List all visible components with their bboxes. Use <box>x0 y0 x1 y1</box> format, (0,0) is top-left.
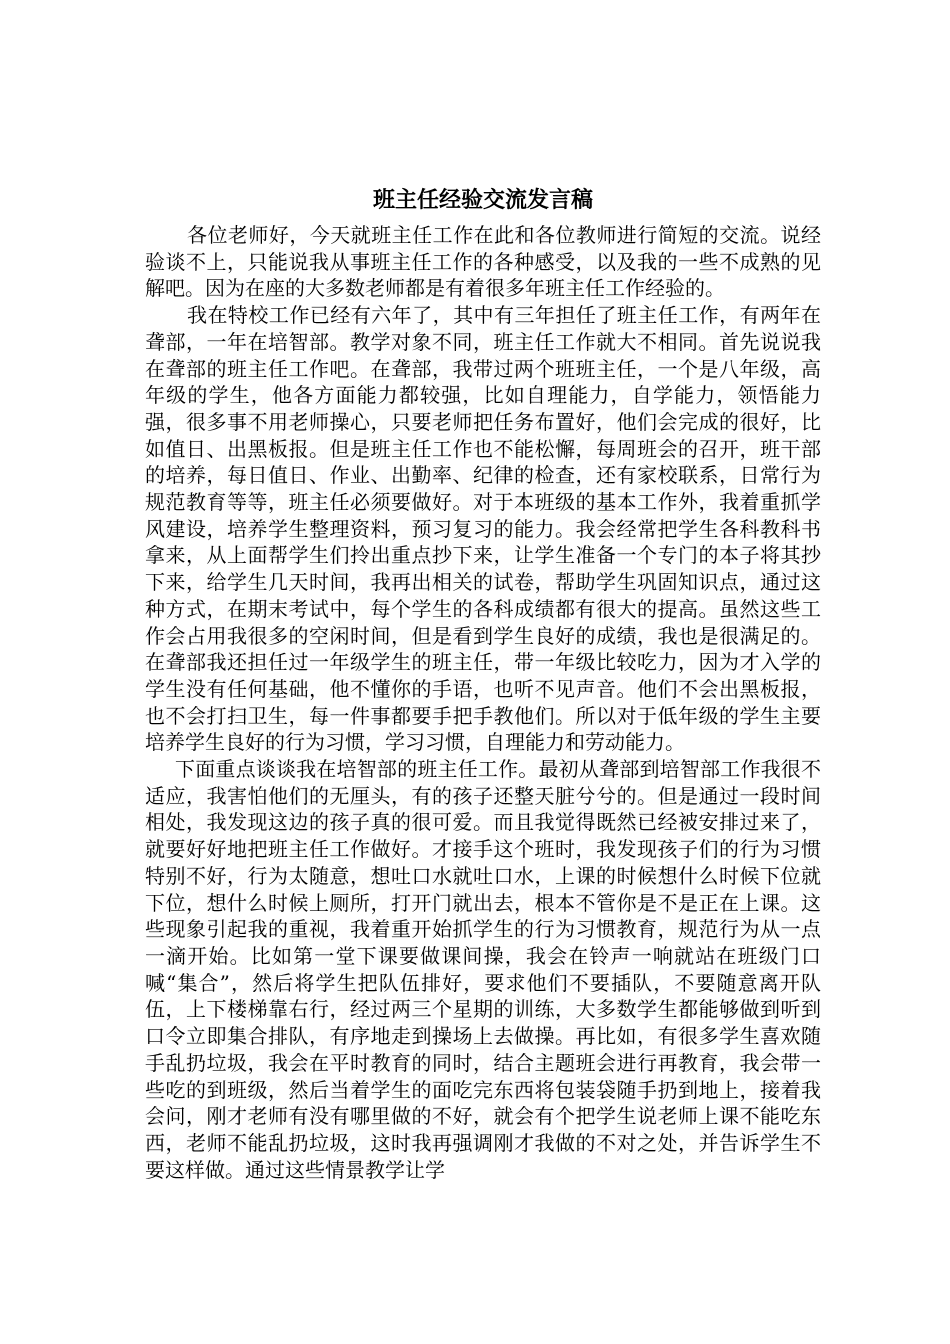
paragraph-deaf-department: 我在特校工作已经有六年了，其中有三年担任了班主任工作，有两年在聋部，一年在培智部。教学对象不同，班主任工作就大不相同。首先说说我在聋部的班主任工作吧。在聋部，我带过两个班班主任，一个是八年级，高年级的学生，他各方面能力都较强，比如自理能力，自学能力，领悟能力强，很多事不用老师操心，只要老师把任务布置好，他们会完成的很好，比如值日、出黑板报。但是班主任工作也不能松懈，每周班会的召开，班干部的培养，每日值日、作业、出勤率、纪律的检查，还有家校联系，日常行为规范教育等等，班主任必须要做好。对于本班级的基本工作外，我着重抓学风建设，培养学生整理资料，预习复习的能力。我会经常把学生各科教科书拿来，从上面帮学生们拎出重点抄下来，让学生准备一个专门的本子将其抄下来，给学生几天时间，我再出相关的试卷，帮助学生巩固知识点，通过这种方式，在期末考试中，每个学生的各科成绩都有很大的提高。虽然这些工作会占用我很多的空闲时间，但是看到学生良好的成绩，我也是很满足的。在聋部我还担任过一年级学生的班主任，带一年级比较吃力，因为才入学的学生没有任何基础，他不懂你的手语，也听不见声音。他们不会出黑板报，也不会打扫卫生，每一件事都要手把手教他们。所以对于低年级的学生主要培养学生良好的行为习惯，学习习惯，自理能力和劳动能力。 <box>145 303 821 755</box>
paragraph-intellectual-department: 下面重点谈谈我在培智部的班主任工作。最初从聋部到培智部工作我很不适应，我害怕他们的无厘头，有的孩子还整天脏兮兮的。但是通过一段时间相处，我发现这边的孩子真的很可爱。而且我觉得既然已经被安排过来了，就要好好地把班主任工作做好。才接手这个班时，我发现孩子们的行为习惯特别不好，行为太随意，想吐口水就吐口水，上课的时候想什么时候下位就下位，想什么时候上厕所，打开门就出去，根本不管你是不是正在上课。这些现象引起我的重视，我着重开始抓学生的行为习惯教育，规范行为从一点一滴开始。比如第一堂下课要做课间操，我会在铃声一响就站在班级门口喊“集合”，然后将学生把队伍排好，要求他们不要插队，不要随意离开队伍，上下楼梯靠右行，经过两三个星期的训练，大多数学生都能够做到听到口令立即集合排队，有序地走到操场上去做操。再比如，有很多学生喜欢随手乱扔垃圾，我会在平时教育的同时，结合主题班会进行再教育，我会带一些吃的到班级，然后当着学生的面吃完东西将包装袋随手扔到地上，接着我会问，刚才老师有没有哪里做的不好，就会有个把学生说老师上课不能吃东西，老师不能乱扔垃圾，这时我再强调刚才我做的不对之处，并告诉学生不要这样做。通过这些情景教学让学 <box>145 757 821 1182</box>
document-page <box>145 186 821 1183</box>
paragraph-intro: 各位老师好，今天就班主任工作在此和各位教师进行简短的交流。说经验谈不上，只能说我从事班主任工作的各种感受，以及我的一些不成熟的见解吧。因为在座的大多数老师都是有着很多年班主任工作经验的。 <box>145 223 821 301</box>
document-title: 班主任经验交流发言稿 <box>372 187 593 213</box>
